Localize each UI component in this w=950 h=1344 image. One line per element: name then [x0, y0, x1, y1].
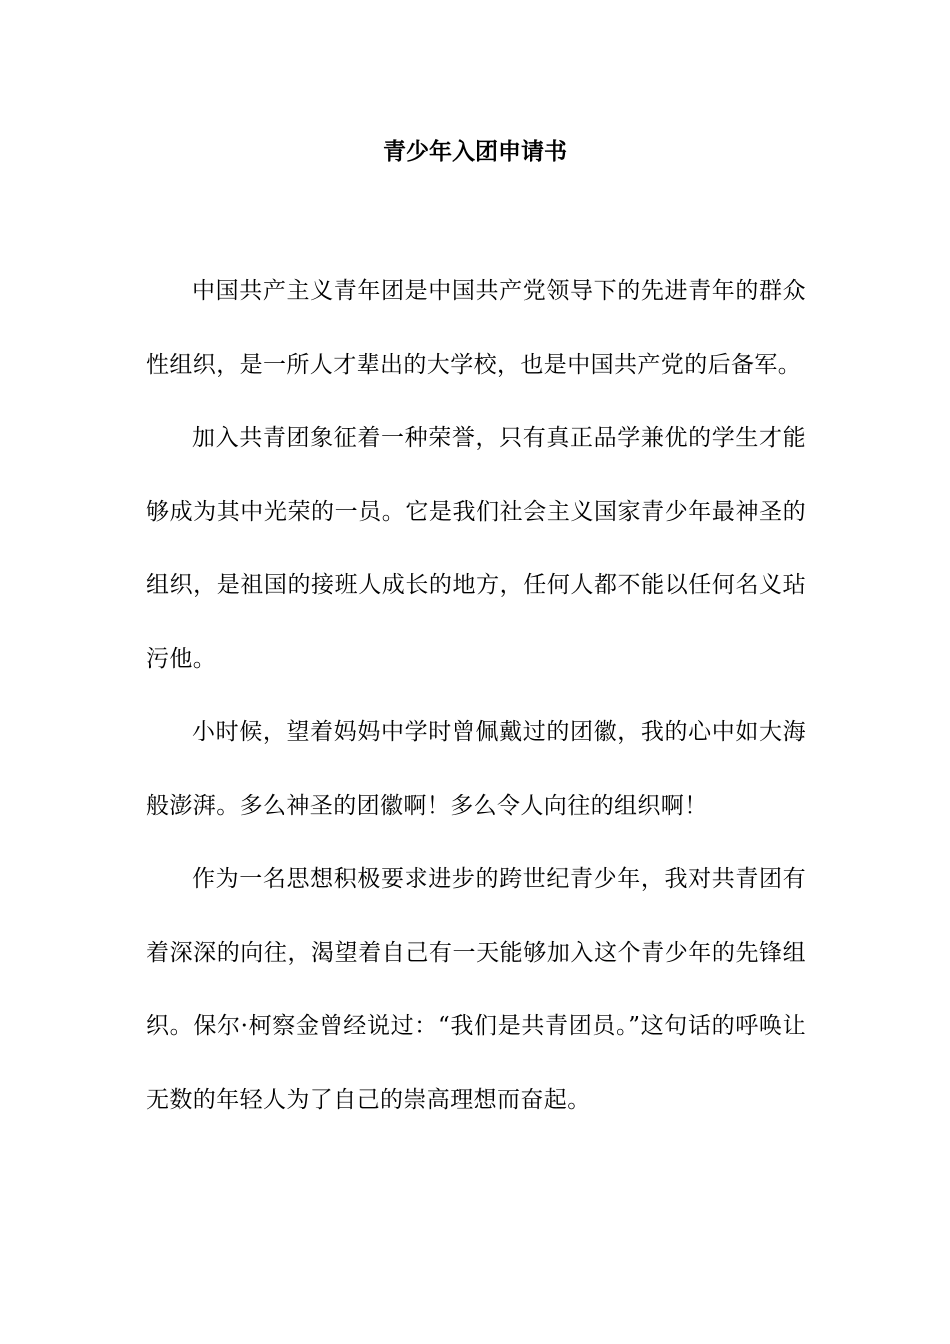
- page-title: 青少年入团申请书: [383, 138, 567, 165]
- paragraph-1: 中国共产主义青年团是中国共产党领导下的先进青年的群众性组织，是一所人才辈出的大学校，也是中国共产党的后备军。: [146, 278, 806, 378]
- paragraph-3: 小时候，望着妈妈中学时曾佩戴过的团徽，我的心中如大海般澎湃。多么神圣的团徽啊！多么令人向往的组织啊！: [146, 719, 806, 819]
- paragraph-4: 作为一名思想积极要求进步的跨世纪青少年，我对共青团有着深深的向往，渴望着自己有一天能够加入这个青少年的先锋组织。保尔·柯察金曾经说过：“我们是共青团员。”这句话的呼唤让无数的年轻人为了自己的崇高理想而奋起。: [146, 866, 806, 1113]
- paragraph-2: 加入共青团象征着一种荣誉，只有真正品学兼优的学生才能够成为其中光荣的一员。它是我们社会主义国家青少年最神圣的组织，是祖国的接班人成长的地方，任何人都不能以任何名义玷污他。: [146, 425, 806, 672]
- document-body: [146, 255, 806, 1137]
